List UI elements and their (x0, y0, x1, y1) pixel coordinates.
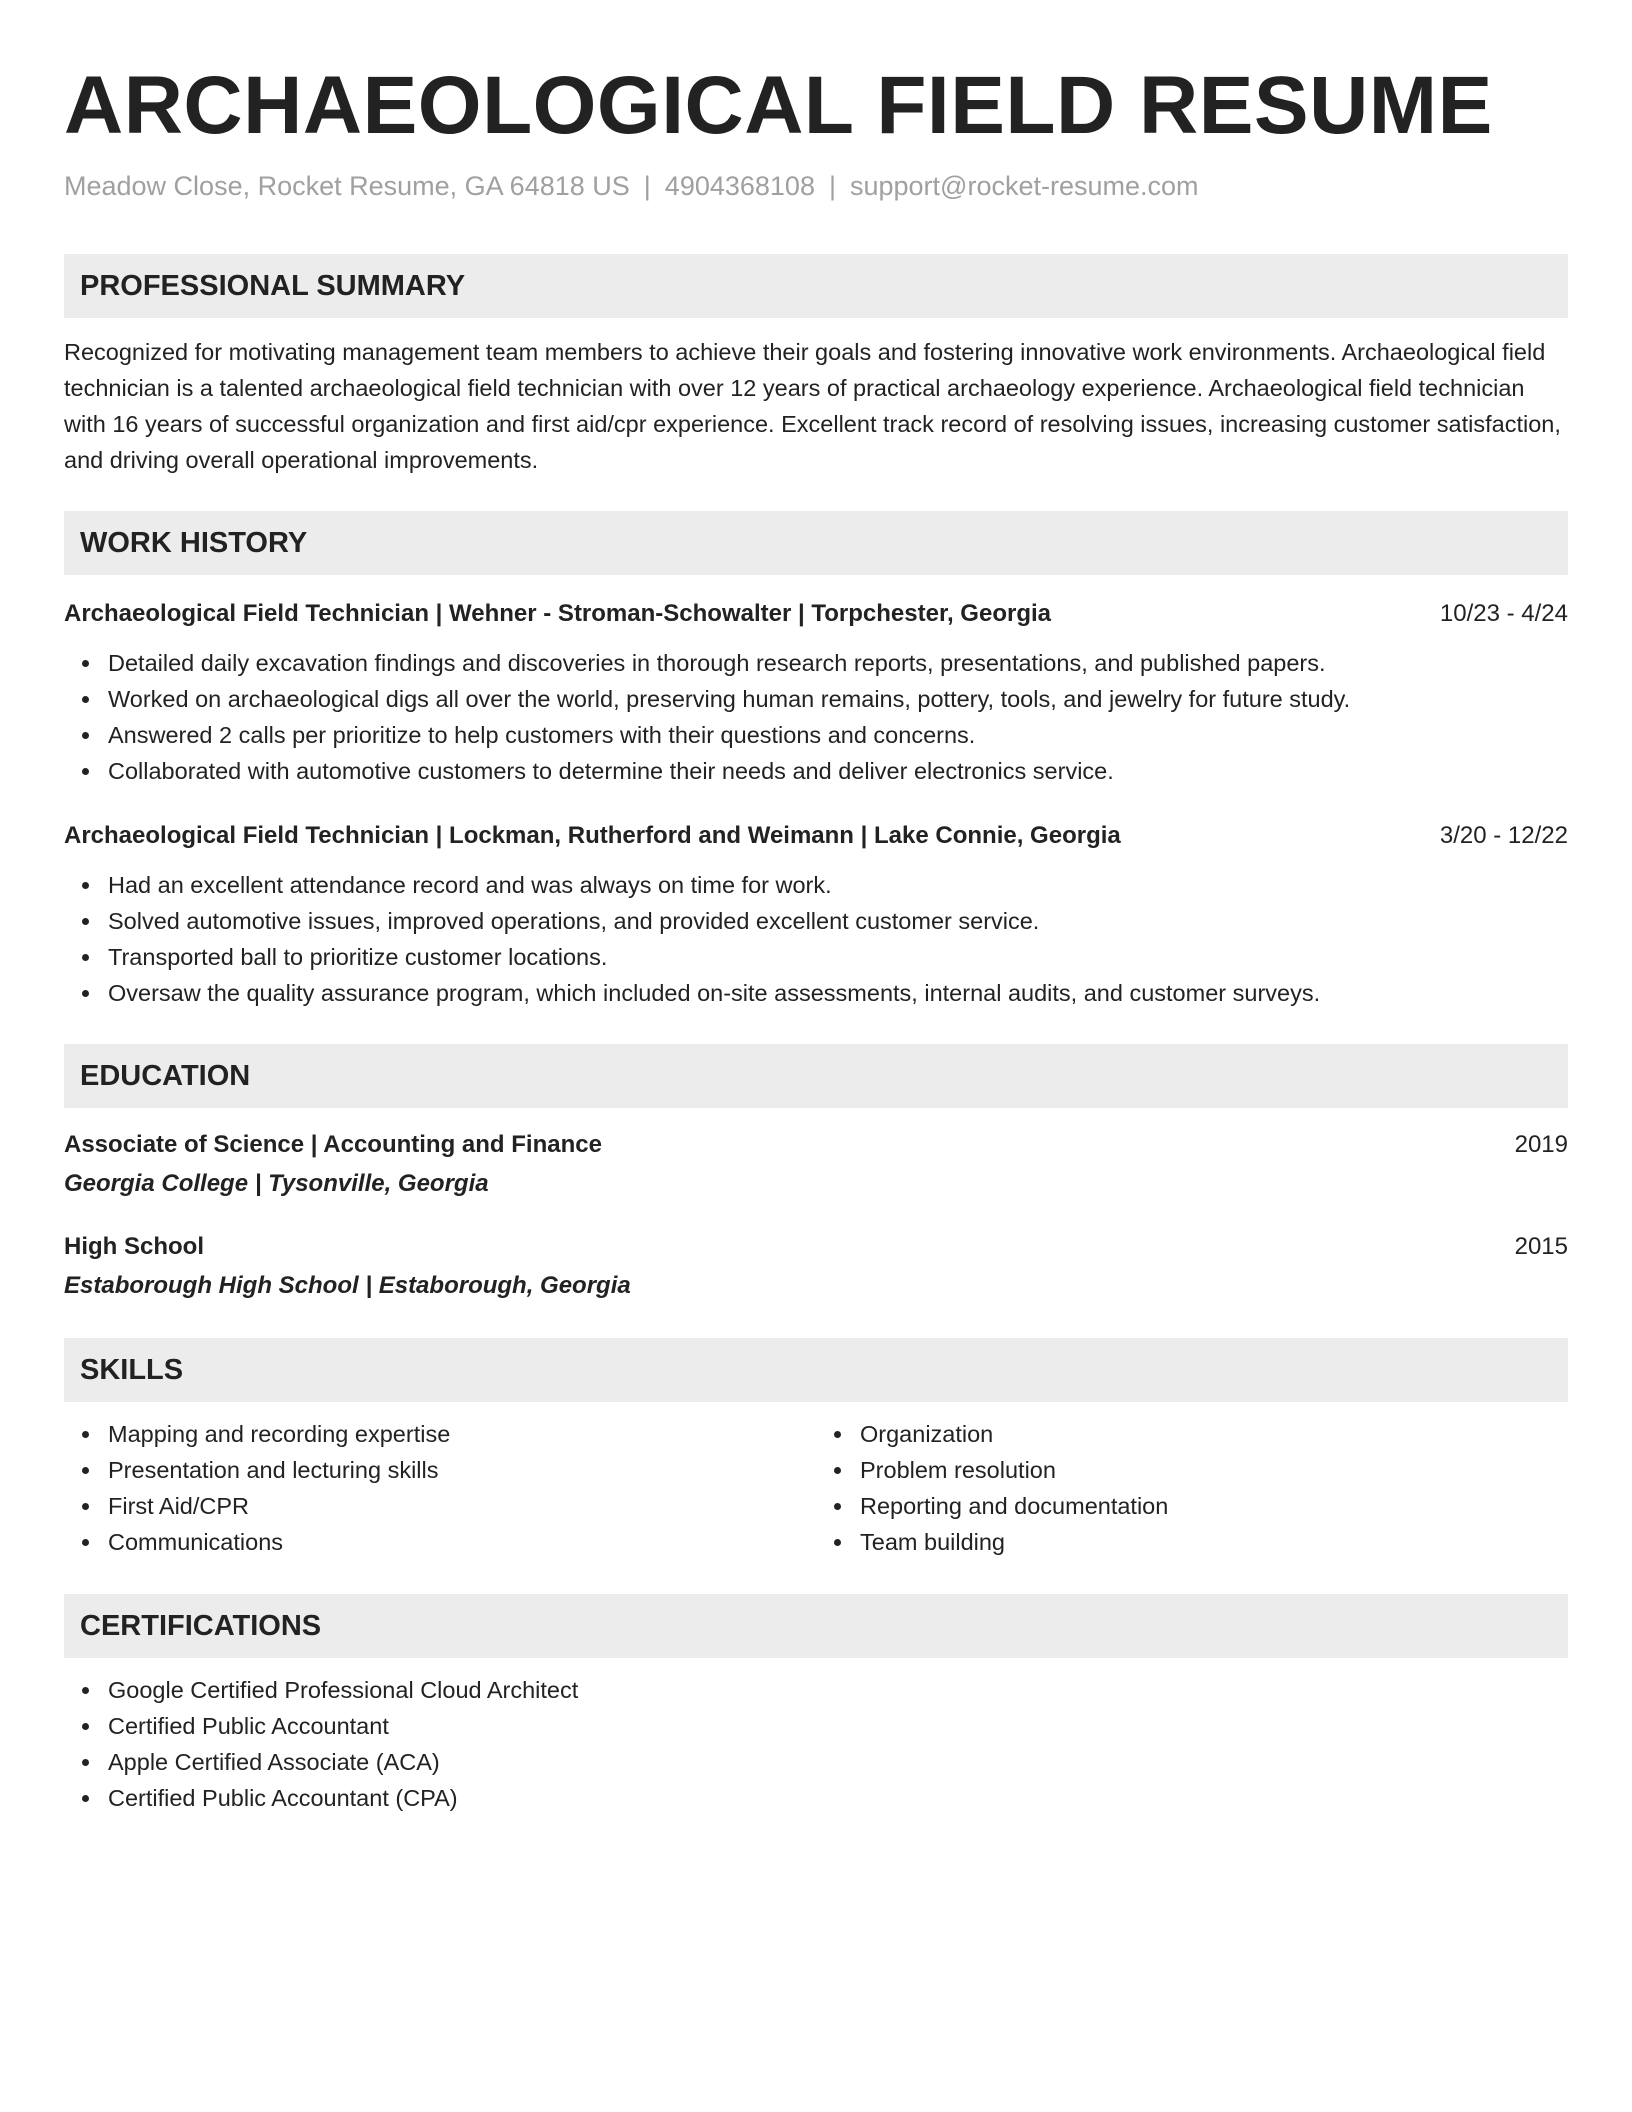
list-item: Reporting and documentation (860, 1488, 1568, 1524)
list-item: Transported ball to prioritize customer locations. (108, 939, 1568, 975)
skills-grid (64, 1416, 1568, 1560)
education-degree: High School (64, 1233, 204, 1260)
summary-text: Recognized for motivating management team members to achieve their goals and fostering innovative work environments. Archaeological field technician is a talented archaeological field technician with over 12 years of practical archaeology experience. Archaeological field technician with 16 years of successful organization and first aid/cpr experience. Excellent track record of resolving issues, increasing customer satisfaction, and driving overall operational improvements. (64, 339, 1561, 473)
list-item: Communications (108, 1524, 816, 1560)
skills-list (816, 1416, 1568, 1560)
job-title-row (64, 819, 1568, 853)
section-header-certifications: CERTIFICATIONS (64, 1594, 1568, 1658)
job-title: Archaeological Field Technician | Wehner - Stroman-Schowalter | Torpchester, Georgia (64, 600, 1051, 627)
skills-column-right (816, 1416, 1568, 1560)
job-entry (64, 819, 1568, 1011)
education-year: 2019 (1514, 1131, 1568, 1158)
list-item: Google Certified Professional Cloud Architect (108, 1672, 1568, 1708)
list-item: Organization (860, 1416, 1568, 1452)
education-row (64, 1128, 1568, 1162)
section-header-summary: PROFESSIONAL SUMMARY (64, 254, 1568, 318)
skills-list (64, 1416, 816, 1560)
education-entry (64, 1128, 1568, 1202)
list-item: Apple Certified Associate (ACA) (108, 1744, 1568, 1780)
education-degree: Associate of Science | Accounting and Finance (64, 1131, 602, 1158)
section-header-education: EDUCATION (64, 1044, 1568, 1108)
list-item: Solved automotive issues, improved operations, and provided excellent customer service. (108, 903, 1568, 939)
job-title: Archaeological Field Technician | Lockman, Rutherford and Weimann | Lake Connie, Georgia (64, 822, 1121, 849)
contact-phone: 4904368108 (664, 171, 815, 201)
contact-line (64, 168, 1568, 204)
certifications-list (64, 1672, 1568, 1816)
list-item: Oversaw the quality assurance program, which included on-site assessments, internal audits, and customer surveys. (108, 975, 1568, 1011)
list-item: Problem resolution (860, 1452, 1568, 1488)
contact-separator: | (828, 171, 836, 201)
section-header-skills: SKILLS (64, 1338, 1568, 1402)
list-item: Presentation and lecturing skills (108, 1452, 816, 1488)
job-dates: 3/20 - 12/22 (1439, 822, 1568, 849)
contact-separator: | (643, 171, 651, 201)
job-dates: 10/23 - 4/24 (1439, 600, 1568, 627)
contact-email: support@rocket-resume.com (849, 171, 1199, 201)
list-item: Collaborated with automotive customers to determine their needs and deliver electronics service. (108, 753, 1568, 789)
resume-title: ARCHAEOLOGICAL FIELD RESUME (64, 60, 1493, 151)
education-school: Estaborough High School | Estaborough, Georgia (64, 1272, 631, 1299)
skills-column-left (64, 1416, 816, 1560)
list-item: Detailed daily excavation findings and discoveries in thorough research reports, presentations, and published papers. (108, 645, 1568, 681)
list-item: First Aid/CPR (108, 1488, 816, 1524)
job-title-row (64, 597, 1568, 631)
list-item: Had an excellent attendance record and was always on time for work. (108, 867, 1568, 903)
job-bullets (64, 645, 1568, 789)
education-row (64, 1230, 1568, 1264)
education-year: 2015 (1514, 1233, 1568, 1260)
education-entry (64, 1230, 1568, 1304)
job-entry (64, 597, 1568, 789)
job-bullets (64, 867, 1568, 1011)
list-item: Worked on archaeological digs all over the world, preserving human remains, pottery, tools, and jewelry for future study. (108, 681, 1568, 717)
education-school: Georgia College | Tysonville, Georgia (64, 1170, 489, 1197)
section-header-work-history: WORK HISTORY (64, 511, 1568, 575)
list-item: Certified Public Accountant (108, 1708, 1568, 1744)
list-item: Team building (860, 1524, 1568, 1560)
list-item: Answered 2 calls per prioritize to help customers with their questions and concerns. (108, 717, 1568, 753)
contact-address: Meadow Close, Rocket Resume, GA 64818 US (64, 171, 630, 201)
list-item: Certified Public Accountant (CPA) (108, 1780, 1568, 1816)
list-item: Mapping and recording expertise (108, 1416, 816, 1452)
